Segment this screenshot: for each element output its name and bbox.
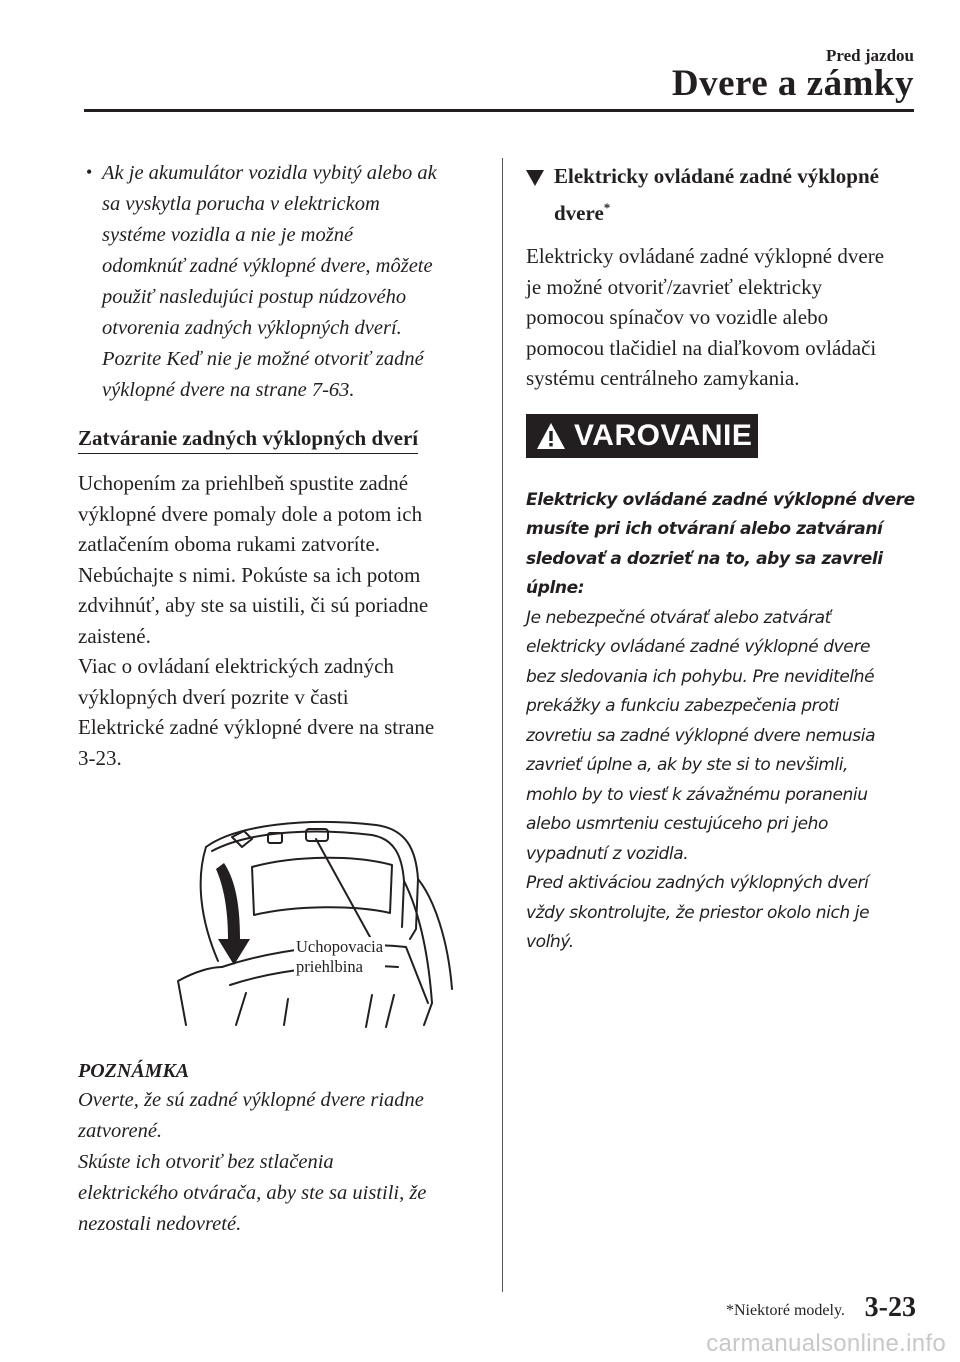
left-column <box>78 158 478 1240</box>
body-line: Elektrické zadné výklopné dvere na strane <box>78 715 435 739</box>
intro-line: Elektricky ovládané zadné výklopné dvere <box>526 244 885 268</box>
note-line: nezostali nedovreté. <box>78 1213 242 1235</box>
note-title: POZNÁMKA <box>78 1060 190 1082</box>
bullet-line: sa vyskytla porucha v elektrickom <box>102 193 380 215</box>
body-line: zdvihnúť, aby ste sa uistili, či sú poriadne <box>78 593 429 617</box>
warning-line: alebo usmrteniu cestujúceho pri jeho <box>526 814 829 834</box>
warning-bold-line: musíte pri ich otváraní alebo zatváraní <box>526 519 883 539</box>
note-line: Skúste ich otvoriť bez stlačenia <box>78 1151 334 1173</box>
intro-text <box>526 241 918 394</box>
body-line: zaistené. <box>78 623 151 648</box>
body-line: Nebúchajte s nimi. Pokúste sa ich potom <box>78 562 421 587</box>
bullet-line: Ak je akumulátor vozidla vybitý alebo ak <box>102 162 437 184</box>
section-heading-text: dvere <box>554 201 604 225</box>
footnote: *Niektoré modely. <box>726 1302 845 1319</box>
subheading: Zatváranie zadných výklopných dverí <box>78 424 418 454</box>
intro-line: je možné otvoriť/zavrieť elektricky <box>526 274 823 299</box>
warning-line: zavrieť úplne a, ak by ste si to nevšimli, <box>526 755 849 775</box>
bullet-line: použiť nasledujúci postup núdzového <box>102 286 407 308</box>
column-divider <box>502 158 503 1292</box>
down-arrow-icon <box>216 863 250 965</box>
bullet-line: výklopné dvere na strane 7-63. <box>102 379 355 401</box>
warning-line: prekážky a funkciu zabezpečenia proti <box>526 696 839 716</box>
note-text <box>78 1085 478 1240</box>
page-number: 3-23 <box>864 1292 916 1323</box>
warning-label: VAROVANIE <box>574 418 753 452</box>
intro-line: pomocou tlačidiel na diaľkovom ovládači <box>526 335 877 360</box>
warning-text <box>526 486 918 958</box>
warning-bold-line: Elektricky ovládané zadné výklopné dvere <box>526 489 915 510</box>
bullet-line: otvorenia zadných výklopných dverí. <box>102 317 402 339</box>
section-heading <box>526 160 918 229</box>
warning-line: bez sledovania ich pohybu. Pre neviditeľné <box>526 666 875 687</box>
footnote-mark: * <box>603 200 611 215</box>
warning-line: vypadnutí z vozidla. <box>526 843 689 864</box>
warning-line: Pred aktiváciou zadných výklopných dverí <box>526 873 869 893</box>
body-line: výklopné dvere pomaly dole a potom ich <box>78 501 423 526</box>
watermark: carmanualsonline.info <box>706 1330 946 1357</box>
intro-line: systému centrálneho zamykania. <box>526 366 800 390</box>
right-column <box>526 160 918 958</box>
body-line: zatlačením oboma rukami zatvoríte. <box>78 532 381 556</box>
figure-label-line: priehlbina <box>296 957 363 976</box>
warning-badge <box>526 414 758 458</box>
note-line: zatvorené. <box>78 1120 163 1142</box>
warning-line: voľný. <box>526 932 574 952</box>
bullet-icon: • <box>86 162 93 182</box>
page-title: Dvere a zámky <box>671 63 914 104</box>
body-text <box>78 468 478 773</box>
note-line: Overte, že sú zadné výklopné dvere riadne <box>78 1089 424 1111</box>
figure-label-line: Uchopovacia <box>296 937 384 956</box>
bullet-line: systéme vozidla a nie je možné <box>102 224 354 246</box>
bullet-line: odomknúť zadné výklopné dvere, môžete <box>102 255 433 277</box>
figure-label <box>294 937 385 977</box>
bullet-line: Pozrite Keď nie je možné otvoriť zadné <box>102 348 424 370</box>
warning-icon <box>536 422 566 450</box>
bullet-item <box>78 158 478 406</box>
body-line: 3-23. <box>78 745 122 770</box>
intro-line: pomocou spínačov vo vozidle alebo <box>526 305 829 329</box>
header-rule <box>84 109 914 112</box>
section-heading-line <box>554 192 918 229</box>
warning-bold-line: úplne: <box>526 578 585 598</box>
note-line: elektrického otvárača, aby ste sa uistili, že <box>78 1182 427 1204</box>
section-heading-line: Elektricky ovládané zadné výklopné <box>554 164 879 188</box>
warning-line: Je nebezpečné otvárať alebo zatvárať <box>526 607 831 628</box>
body-line: Uchopením za priehlbeň spustite zadné <box>78 471 409 495</box>
warning-line: mohlo by to viesť k závažnému poraneniu <box>526 784 868 805</box>
warning-bold-line: sledovať a dozrieť na to, aby sa zavreli <box>526 548 883 569</box>
warning-line: zovretiu sa zadné výklopné dvere nemusia <box>526 725 876 746</box>
body-line: výklopných dverí pozrite v časti <box>78 684 349 709</box>
liftgate-drawing <box>166 789 466 1029</box>
body-line: Viac o ovládaní elektrických zadných <box>78 654 394 678</box>
liftgate-illustration <box>166 789 466 1029</box>
header-section: Pred jazdou <box>826 46 914 65</box>
triangle-down-icon <box>526 170 544 186</box>
warning-line: vždy skontrolujte, že priestor okolo nich je <box>526 902 870 923</box>
warning-line: elektricky ovládané zadné výklopné dvere <box>526 637 871 657</box>
